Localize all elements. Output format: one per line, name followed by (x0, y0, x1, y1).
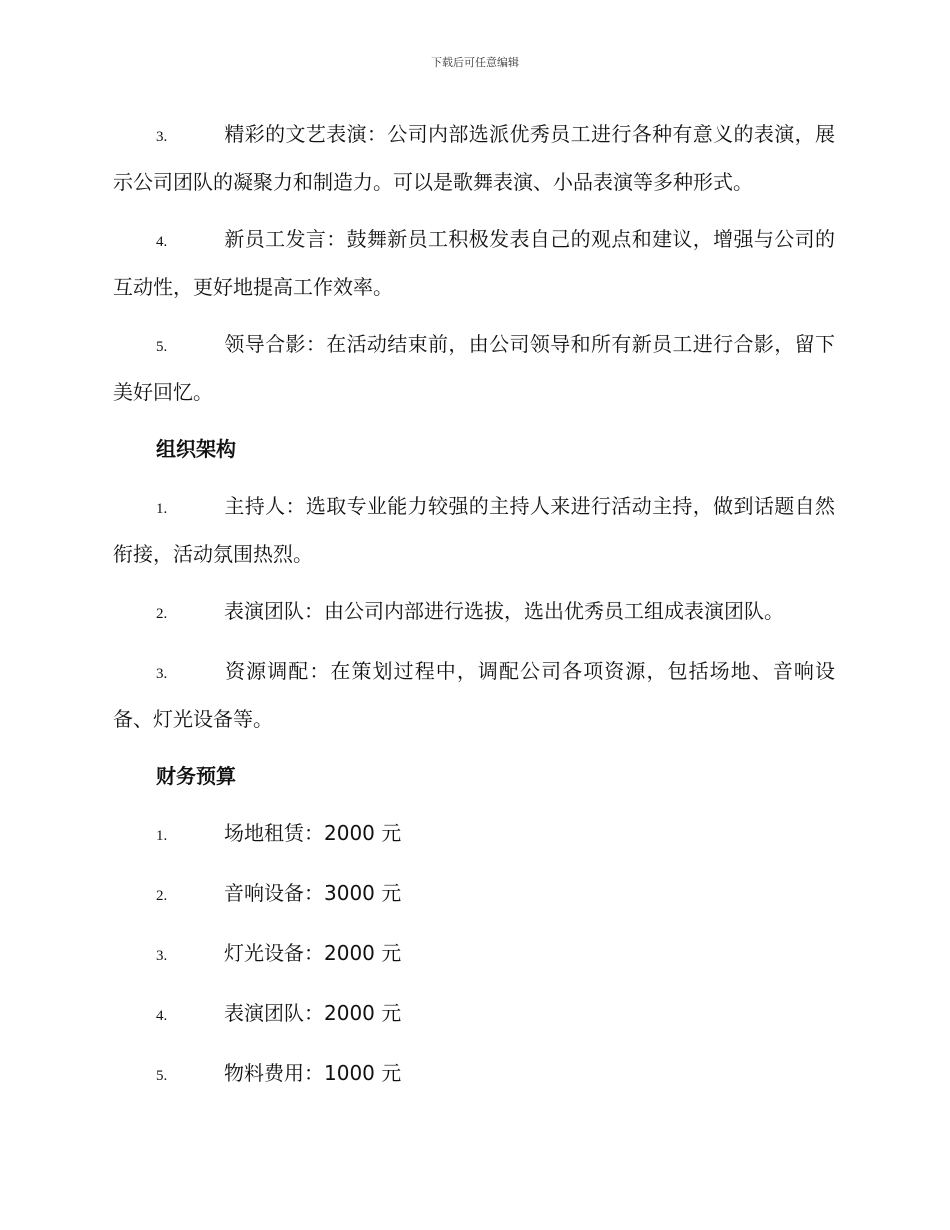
item-text: 主持人：选取专业能力较强的主持人来进行活动主持，做到话题自然衔接，活动氛围热烈。 (113, 494, 835, 566)
item-number: 5. (156, 1068, 168, 1084)
item-number: 3. (156, 666, 168, 682)
item-number: 3. (156, 948, 168, 964)
item-number: 2. (156, 888, 168, 904)
section-heading-organization: 组织架构 (156, 437, 236, 461)
list-item (113, 1051, 835, 1099)
list-item (113, 871, 835, 919)
item-text: 灯光设备：2000 元 (224, 941, 402, 965)
item-number: 4. (156, 234, 168, 250)
item-text: 资源调配：在策划过程中，调配公司各项资源，包括场地、音响设备、灯光设备等。 (113, 659, 835, 731)
item-text: 表演团队：由公司内部进行选拔，选出优秀员工组成表演团队。 (224, 599, 784, 623)
item-text: 音响设备：3000 元 (224, 881, 402, 905)
list-item (113, 217, 835, 310)
item-number: 5. (156, 339, 168, 355)
item-text: 领导合影：在活动结束前，由公司领导和所有新员工进行合影，留下美好回忆。 (113, 332, 835, 404)
page-header: 下载后可任意编辑 (431, 56, 519, 69)
list-item (113, 991, 835, 1039)
section-heading-budget: 财务预算 (156, 764, 236, 788)
item-text: 场地租赁：2000 元 (224, 821, 402, 845)
item-number: 3. (156, 129, 168, 145)
list-item (113, 112, 835, 205)
item-text: 精彩的文艺表演：公司内部选派优秀员工进行各种有意义的表演，展示公司团队的凝聚力和制造力。可以是歌舞表演、小品表演等多种形式。 (113, 122, 835, 194)
list-item (113, 484, 835, 577)
item-number: 4. (156, 1008, 168, 1024)
list-item (113, 649, 835, 742)
list-item (113, 931, 835, 979)
list-item (113, 589, 835, 637)
item-text: 新员工发言：鼓舞新员工积极发表自己的观点和建议，增强与公司的互动性，更好地提高工作效率。 (113, 227, 835, 299)
item-text: 表演团队：2000 元 (224, 1001, 402, 1025)
item-text: 物料费用：1000 元 (224, 1061, 402, 1085)
list-item (113, 322, 835, 415)
item-number: 1. (156, 501, 168, 517)
list-item (113, 811, 835, 859)
item-number: 1. (156, 828, 168, 844)
item-number: 2. (156, 606, 168, 622)
document-body (113, 112, 835, 1111)
